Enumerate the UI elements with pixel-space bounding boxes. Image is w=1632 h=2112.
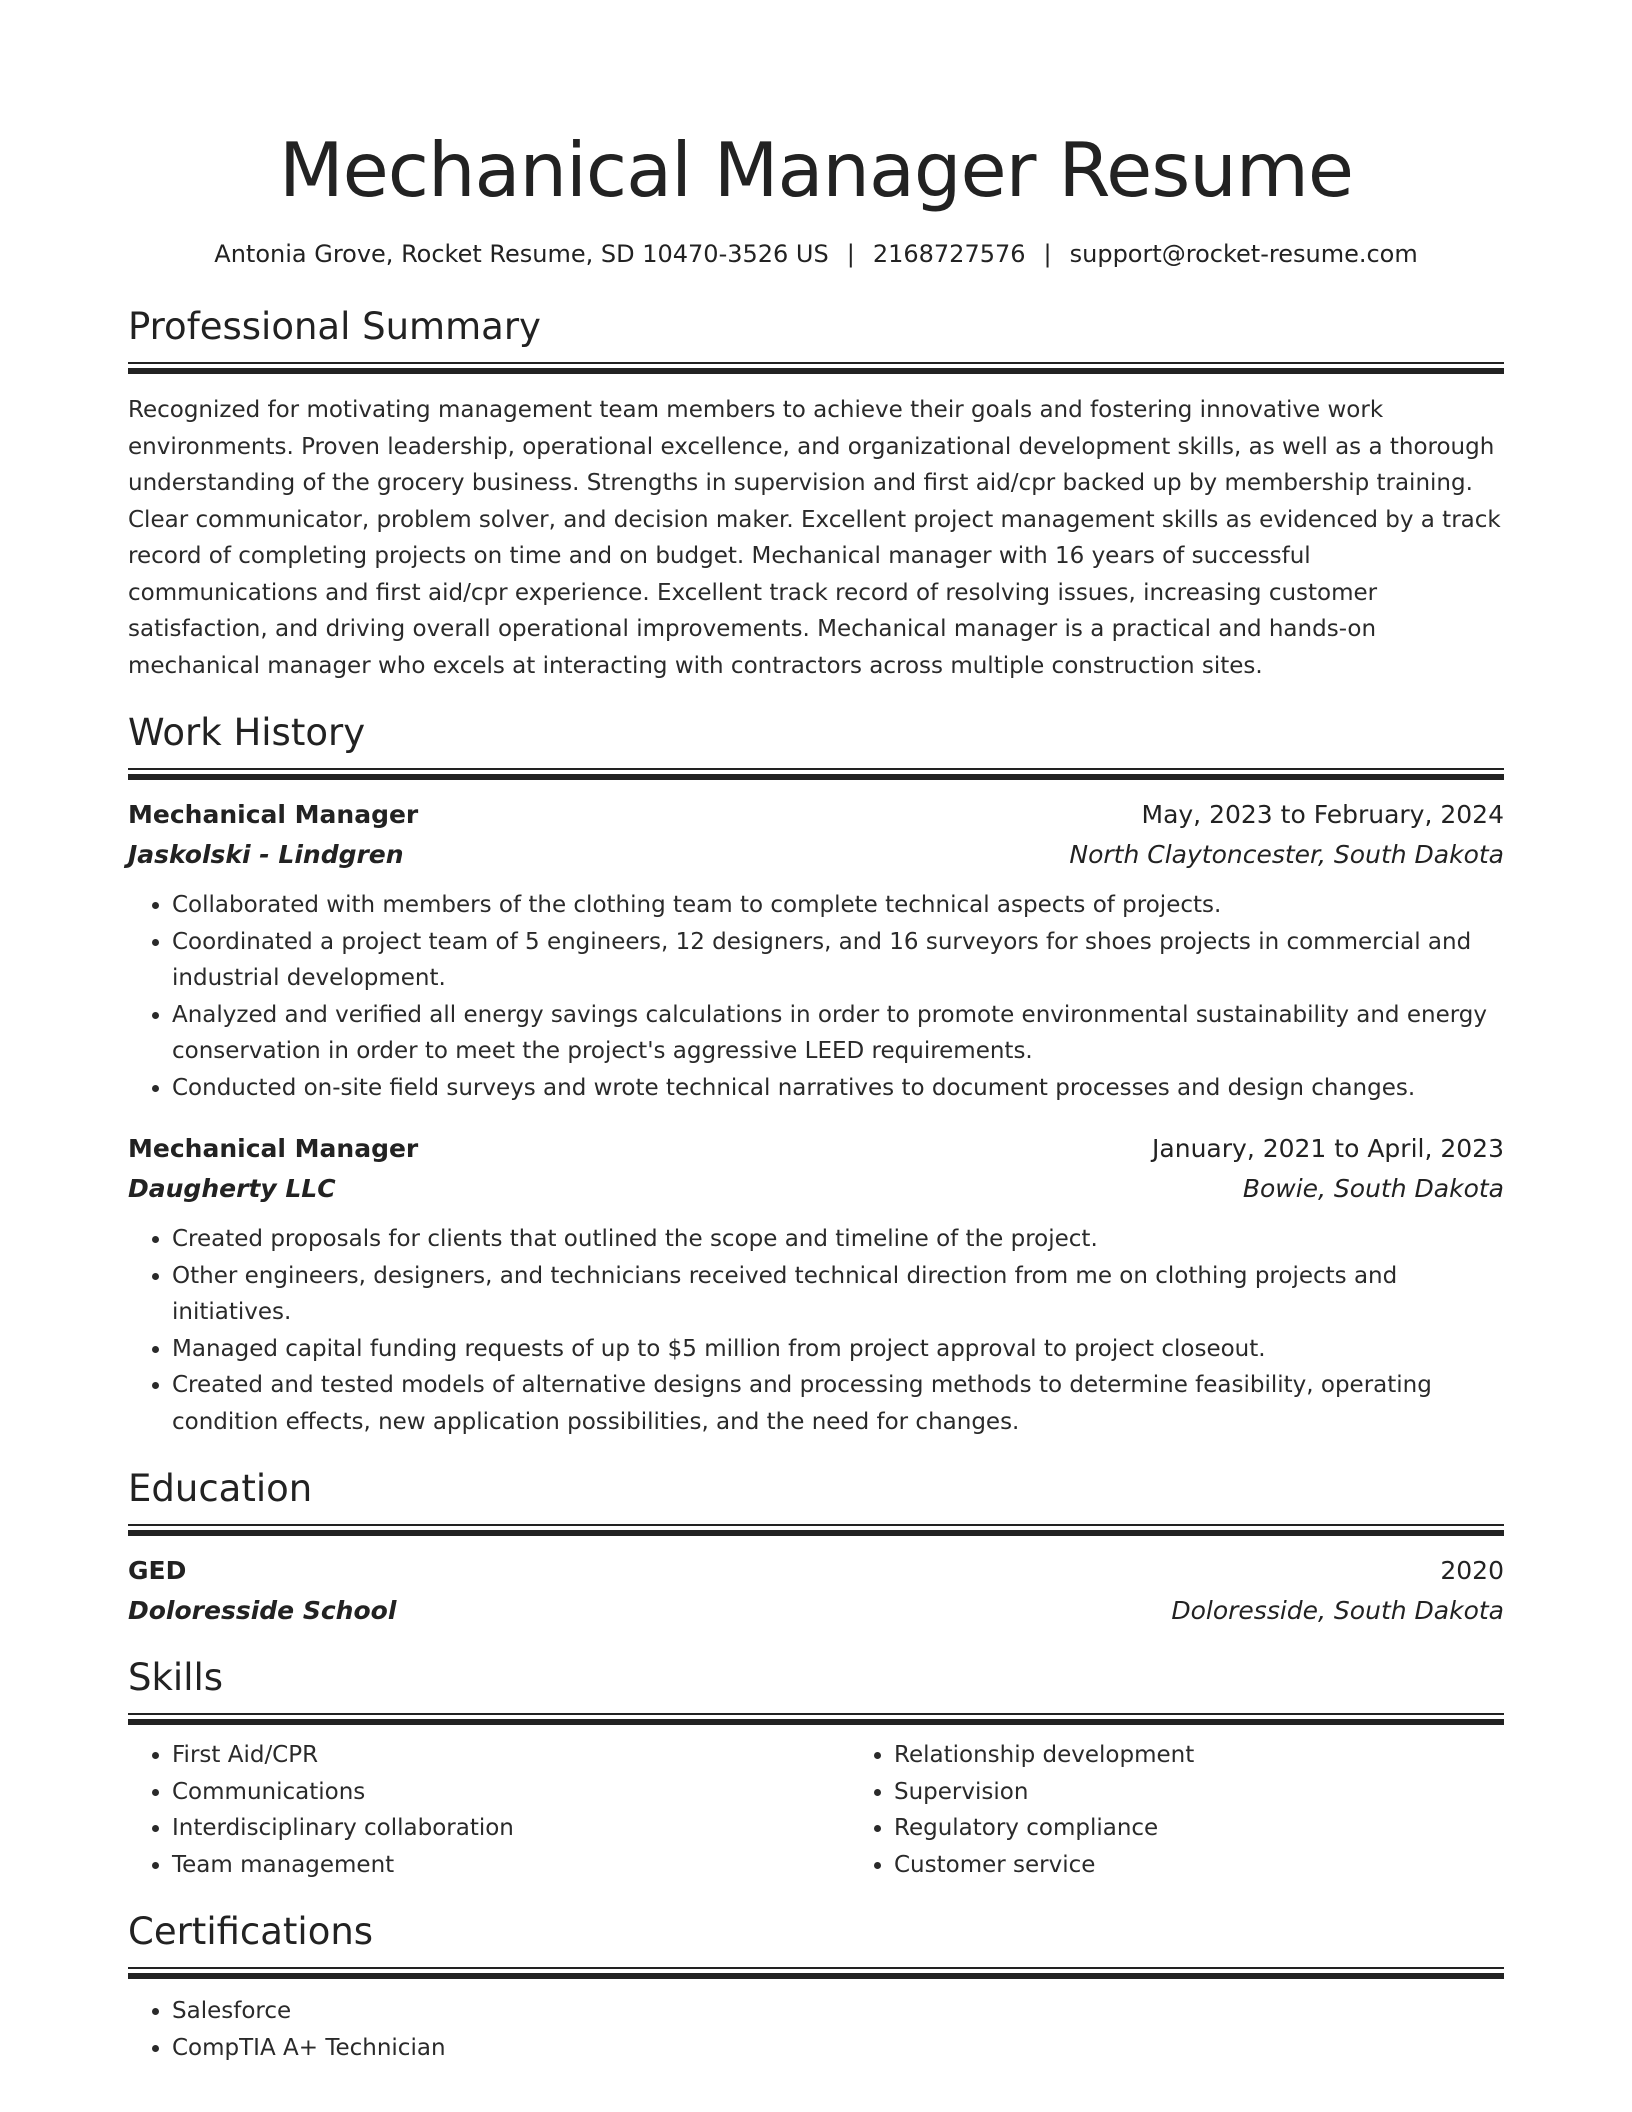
skills-heading: Skills bbox=[128, 1656, 224, 1699]
education-school-row bbox=[128, 1591, 1504, 1631]
skills-list-right bbox=[850, 1737, 1572, 1883]
job-company: Daugherty LLC bbox=[128, 1174, 336, 1203]
list-item: • Created and tested models of alternative designs and processing methods to determine feasibility, operating condition effects, new application possibilities, and the need for changes. bbox=[172, 1367, 1504, 1440]
job-company: Jaskolski - Lindgren bbox=[128, 840, 404, 869]
skill-item: • Supervision bbox=[894, 1774, 1572, 1811]
skill-item: • Regulatory compliance bbox=[894, 1810, 1572, 1847]
list-item: • Conducted on-site field surveys and wrote technical narratives to document processes and design changes. bbox=[172, 1070, 1504, 1107]
resume-title: Mechanical Manager Resume bbox=[278, 126, 1354, 214]
section-divider bbox=[128, 1967, 1504, 1977]
skill-item: • Team management bbox=[172, 1847, 850, 1884]
job-entry bbox=[128, 1129, 1504, 1440]
certifications-list bbox=[128, 1993, 1504, 2066]
education-section bbox=[128, 1466, 1504, 1631]
certifications-section bbox=[128, 1909, 1504, 2066]
job-entry bbox=[128, 795, 1504, 1106]
contact-email: support@rocket-resume.com bbox=[1069, 240, 1418, 268]
summary-text: Recognized for motivating management team members to achieve their goals and fostering innovative work environments. Proven leadership, operational excellence, and organizational development skills, as well as a thorough understanding of the grocery business. Strengths in supervision and first aid/cpr backed up by membership training. Clear communicator, problem solver, and decision maker. Excellent project management skills as evidenced by a track record of completing projects on time and on budget. Mechanical manager with 16 years of successful communications and first aid/cpr experience. Excellent track record of resolving issues, increasing customer satisfaction, and driving overall operational improvements. Mechanical manager is a practical and hands-on mechanical manager who excels at interacting with contractors across multiple construction sites. bbox=[128, 397, 1501, 679]
contact-line bbox=[128, 238, 1504, 270]
section-divider bbox=[128, 362, 1504, 372]
job-title: Mechanical Manager bbox=[128, 800, 419, 829]
job-bullets bbox=[128, 1221, 1504, 1440]
job-dates: May, 2023 to February, 2024 bbox=[1141, 800, 1504, 829]
job-header-row bbox=[128, 795, 1504, 835]
list-item: • Collaborated with members of the clothing team to complete technical aspects of projects. bbox=[172, 887, 1504, 924]
job-bullets bbox=[128, 887, 1504, 1106]
resume-page bbox=[128, 0, 1504, 2066]
education-school: Doloresside School bbox=[128, 1596, 397, 1625]
job-company-row bbox=[128, 1169, 1504, 1209]
certifications-heading: Certifications bbox=[128, 1910, 374, 1953]
section-divider bbox=[128, 768, 1504, 778]
summary-heading: Professional Summary bbox=[128, 305, 541, 348]
job-header-row bbox=[128, 1129, 1504, 1169]
certification-item: • Salesforce bbox=[172, 1993, 1504, 2030]
skill-item: • Customer service bbox=[894, 1847, 1572, 1884]
contact-address: Antonia Grove, Rocket Resume, SD 10470-3526 US bbox=[214, 240, 829, 268]
summary-section bbox=[128, 304, 1504, 684]
skill-item: • Communications bbox=[172, 1774, 850, 1811]
education-degree: GED bbox=[128, 1556, 187, 1585]
work-heading: Work History bbox=[128, 711, 366, 754]
skill-item: • First Aid/CPR bbox=[172, 1737, 850, 1774]
job-title: Mechanical Manager bbox=[128, 1134, 419, 1163]
education-location: Doloresside, South Dakota bbox=[1171, 1596, 1504, 1625]
education-header-row bbox=[128, 1551, 1504, 1591]
skill-item: • Relationship development bbox=[894, 1737, 1572, 1774]
education-heading: Education bbox=[128, 1467, 313, 1510]
section-divider bbox=[128, 1524, 1504, 1534]
contact-phone: 2168727576 bbox=[872, 240, 1026, 268]
skills-list-left bbox=[128, 1737, 850, 1883]
job-location: Bowie, South Dakota bbox=[1242, 1174, 1504, 1203]
section-divider bbox=[128, 1713, 1504, 1723]
contact-separator: | bbox=[1043, 240, 1052, 268]
job-dates: January, 2021 to April, 2023 bbox=[1152, 1134, 1504, 1163]
work-section bbox=[128, 710, 1504, 1440]
list-item: • Managed capital funding requests of up to $5 million from project approval to project closeout. bbox=[172, 1331, 1504, 1368]
job-company-row bbox=[128, 835, 1504, 875]
job-location: North Claytoncester, South Dakota bbox=[1069, 840, 1504, 869]
skill-item: • Interdisciplinary collaboration bbox=[172, 1810, 850, 1847]
contact-separator: | bbox=[846, 240, 855, 268]
list-item: • Created proposals for clients that outlined the scope and timeline of the project. bbox=[172, 1221, 1504, 1258]
education-year: 2020 bbox=[1440, 1556, 1504, 1585]
list-item: • Coordinated a project team of 5 engineers, 12 designers, and 16 surveyors for shoes projects in commercial and industrial development. bbox=[172, 924, 1504, 997]
skills-grid bbox=[128, 1737, 1504, 1883]
certification-item: • CompTIA A+ Technician bbox=[172, 2030, 1504, 2067]
list-item: • Analyzed and verified all energy savings calculations in order to promote environmental sustainability and energy conservation in order to meet the project's aggressive LEED requirements. bbox=[172, 997, 1504, 1070]
skills-section bbox=[128, 1655, 1504, 1883]
list-item: • Other engineers, designers, and technicians received technical direction from me on clothing projects and initiatives. bbox=[172, 1258, 1504, 1331]
